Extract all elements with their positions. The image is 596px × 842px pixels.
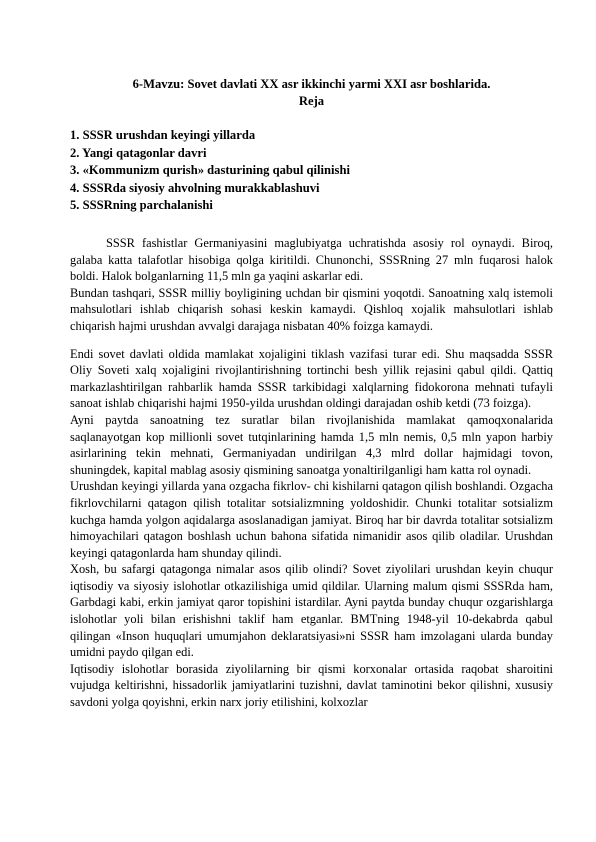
- paragraph: Xosh, bu safargi qatagonga nimalar asos qilib olindi? Sovet ziyolilari urushdan keyin chuqur iqtisodiy va siyosiy islohotlar otkazilishiga umid qildilar. Ularning malum qismi SSSRda ham, Garbdagi kabi, erkin jamiyat qaror topishini istardilar. Ayni paytda bunday chuqur ozgarishlarga islohotlar yoli bilan erishishni taklif ham etganlar. BMTning 1948-yil 10-dekabrda qabul qilingan «Inson huquqlari umumjahon deklaratsiyasi»ni SSSR ham imzolagani ularda bunday umidni paydo qilgan edi.: [70, 562, 553, 660]
- plan-item: 1. SSSR urushdan keyingi yillarda: [70, 128, 256, 142]
- body-text: [70, 235, 553, 711]
- paragraph: Urushdan keyingi yillarda yana ozgacha fikrlov- chi kishilarni qatagon qilish boshlandi. Ozgacha fikrlovchilarni qatagon qilish totalitar sotsializmning yoldoshidir. Chunki totalitar sotsializm kuchga hamda yolgon aqidalarga asoslanadigan jamiyat. Biroq har bir davrda totalitar sotsializm himoyachilari qatagon boshlash uchun bahona sifatida nimanidir asos qilib oladilar. Urushdan keyingi qatagonlarda ham shunday qilindi.: [70, 479, 553, 560]
- plan-list: [70, 127, 350, 215]
- plan-item: 4. SSSRda siyosiy ahvolning murakkablashuvi: [70, 180, 320, 195]
- plan-item: 5. SSSRning parchalanishi: [70, 198, 213, 212]
- paragraph: SSSR fashistlar Germaniyasini maglubiyatga uchratishda asosiy rol oynaydi. Biroq, galaba katta talafotlar hisobiga qolga kiritildi. Chunonchi, SSSRning 27 mln fuqarosi halok boldi. Halok bolganlarning 11,5 mln ga yaqini askarlar edi.: [70, 236, 553, 284]
- page-title: 6-Mavzu: Sovet davlati XX asr ikkinchi yarmi XXI asr boshlarida.: [132, 77, 491, 91]
- plan-item: 2. Yangi qatagonlar davri: [70, 145, 207, 160]
- plan-heading: Reja: [298, 94, 325, 108]
- paragraph: Ayni paytda sanoatning tez suratlar bilan rivojlanishida mamlakat qamoqxonalarida saqlanayotgan kop millionli sovet tutqinlarining hamda 1,5 mln nemis, 0,5 mln yapon harbiy asirlarining tekin mehnati, Germaniyadan undirilgan 4,3 mlrd dollar hajmidagi tovon, shuningdek, kapital mablag asosiy qismining sanoatga yonaltirilganligi ham katta rol oynadi.: [70, 412, 553, 477]
- paragraph: Endi sovet davlati oldida mamlakat xojaligini tiklash vazifasi turar edi. Shu maqsadda SSSR Oliy Soveti xalq xojaligini rivojlantirishning tortinchi besh yillik rejasini qabul qildi. Qattiq markazlashtirilgan rahbarlik hamda SSSR tarkibidagi xalqlarning fidokorona mehnati tufayli sanoat ishlab chiqarishi hajmi 1950-yilda urushdan oldingi darajadan oshib ketdi (73 foizga).: [70, 346, 553, 411]
- paragraph: Bundan tashqari, SSSR milliy boyligining uchdan bir qismini yoqotdi. Sanoatning xalq istemoli mahsulotlari ishlab chiqarish sohasi keskin kamaydi. Qishloq xojalik mahsulotlari ishlab chiqarish hajmi urushdan avvalgi darajaga nisbatan 40% foizga kamaydi.: [70, 285, 553, 333]
- paragraph: Iqtisodiy islohotlar borasida ziyolilarning bir qismi korxonalar ortasida raqobat sharoitini vujudga keltirishni, hissadorlik jamiyatlarini tuzishni, davlat taminotini bekor qilishni, xususiy savdoni yolga qoyishni, erkin narx joriy etilishini, kolxozlar: [70, 661, 553, 710]
- plan-item: 3. «Kommunizm qurish» dasturining qabul qilinishi: [70, 163, 350, 177]
